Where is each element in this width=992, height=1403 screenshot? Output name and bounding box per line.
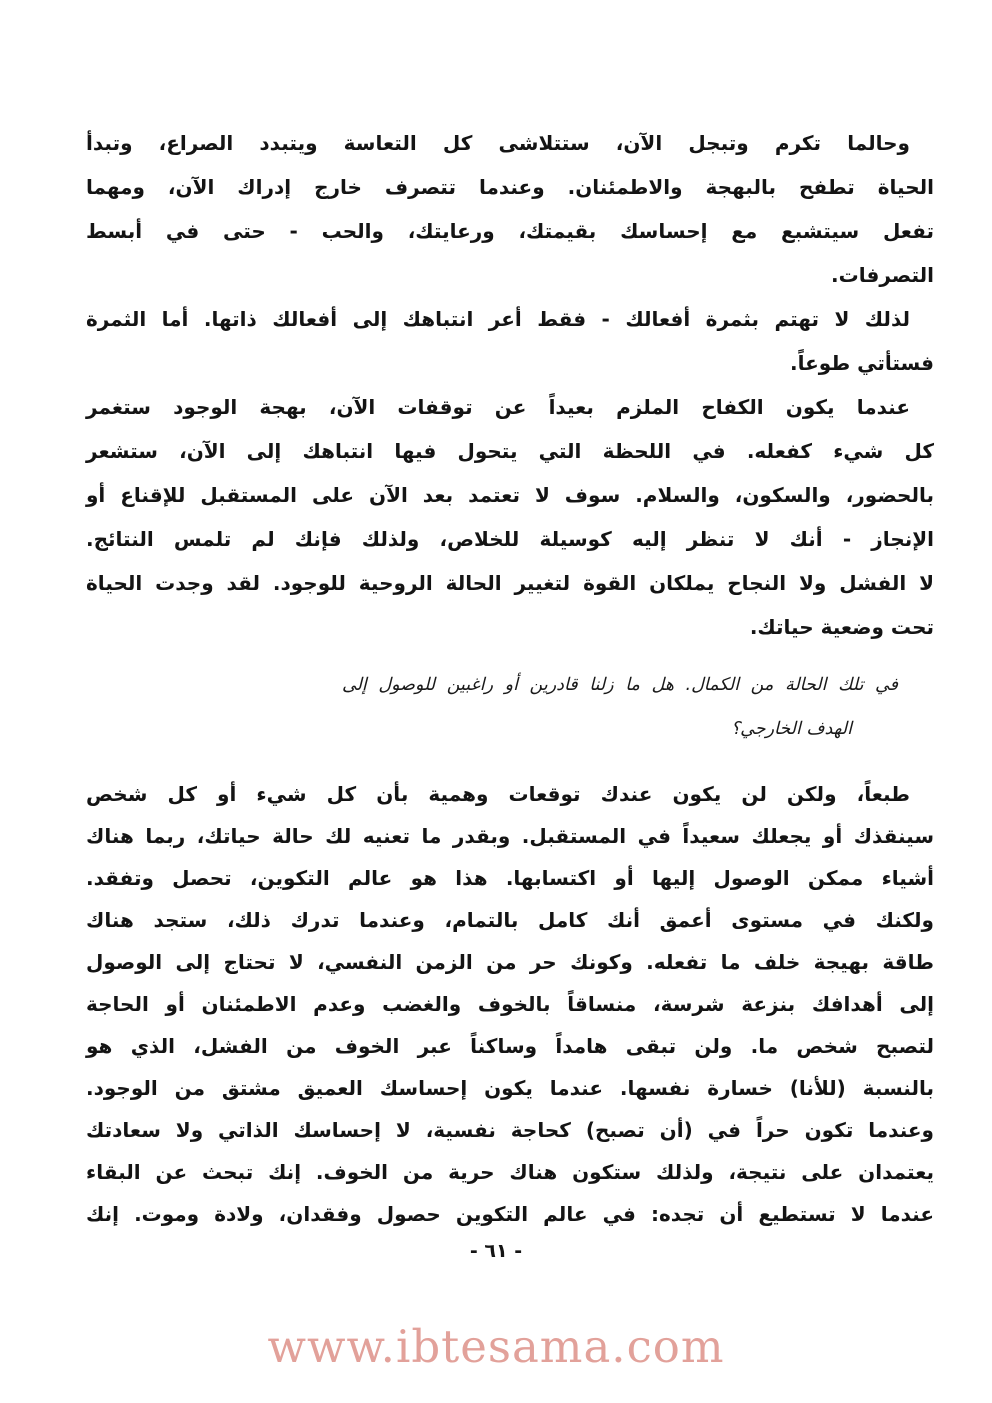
page-text <box>86 121 934 1235</box>
quote-line: في تلك الحالة من الكمال. هل ما زلنا قادرين أو راغبين للوصول إلى <box>342 675 898 695</box>
quote-line: الهدف الخارجي؟ <box>730 719 852 739</box>
page-number: - ٦١ - <box>469 1240 523 1262</box>
paragraph <box>86 121 934 297</box>
text-line: وحالما تكرم وتبجل الآن، ستتلاشى كل التعاسة ويتبدد الصراع، وتبدأ <box>86 131 910 155</box>
text-line: سينقذك أو يجعلك سعيداً في المستقبل. وبقدر ما تعنيه لك حالة حياتك، ربما هناك <box>86 824 934 848</box>
text-line: يعتمدان على نتيجة، ولذلك ستكون هناك حرية من الخوف. إنك تبحث عن البقاء <box>86 1160 934 1184</box>
text-line: تحت وضعية حياتك. <box>749 615 934 639</box>
text-line: ولكنك في مستوى أعمق أنك كامل بالتمام، وعندما تدرك ذلك، ستجد هناك <box>86 908 934 932</box>
watermark: www.ibtesama.com <box>267 1320 725 1373</box>
paragraph <box>86 297 934 385</box>
paragraph <box>86 385 934 649</box>
text-line: لتصبح شخص ما. ولن تبقى هامداً وساكناً عبر الخوف من الفشل، الذي هو <box>86 1034 934 1058</box>
handwritten-question <box>342 663 898 751</box>
text-line: طاقة بهيجة خلف ما تفعله. وكونك حر من الزمن النفسي، لا تحتاج إلى الوصول <box>86 950 934 974</box>
text-line: كل شيء كفعله. في اللحظة التي يتحول فيها انتباهك إلى الآن، ستشعر <box>86 439 934 463</box>
text-line: طبعاً، ولكن لن يكون عندك توقعات وهمية بأن كل شيء أو كل شخص <box>86 782 910 806</box>
text-line: بالنسبة (للأنا) خسارة نفسها. عندما يكون إحساسك العميق مشتق من الوجود. <box>86 1076 934 1100</box>
text-line: لا الفشل ولا النجاح يملكان القوة لتغيير الحالة الروحية للوجود. لقد وجدت الحياة <box>86 571 934 595</box>
text-line: أشياء ممكن الوصول إليها أو اكتسابها. هذا هو عالم التكوين، تحصل وتفقد. <box>86 866 934 890</box>
text-line: عندما يكون الكفاح الملزم بعيداً عن توقفات الآن، بهجة الوجود ستغمر <box>86 395 910 419</box>
text-line: تفعل سيتشبع مع إحساسك بقيمتك، ورعايتك، والحب - حتى في أبسط <box>86 219 934 243</box>
text-line: بالحضور، والسكون، والسلام. سوف لا تعتمد بعد الآن على المستقبل للإقناع أو <box>86 483 934 507</box>
text-line: الإنجاز - أنك لا تنظر إليه كوسيلة للخلاص، ولذلك فإنك لم تلمس النتائج. <box>86 527 934 551</box>
paragraph <box>86 773 934 1235</box>
text-line: وعندما تكون حراً في (أن تصبح) كحاجة نفسية، لا إحساسك الذاتي ولا سعادتك <box>86 1118 934 1142</box>
text-line: التصرفات. <box>831 263 934 287</box>
text-line: إلى أهدافك بنزعة شرسة، منساقاً بالخوف والغضب وعدم الاطمئنان أو الحاجة <box>86 992 934 1016</box>
text-line: عندما لا تستطيع أن تجده: في عالم التكوين حصول وفقدان، ولادة وموت. إنك <box>86 1202 934 1226</box>
text-line: الحياة تطفح بالبهجة والاطمئنان. وعندما تتصرف خارج إدراك الآن، ومهما <box>86 175 934 199</box>
text-line: لذلك لا تهتم بثمرة أفعالك - فقط أعر انتباهك إلى أفعالك ذاتها. أما الثمرة <box>86 307 910 331</box>
text-line: فستأتي طوعاً. <box>790 351 934 375</box>
